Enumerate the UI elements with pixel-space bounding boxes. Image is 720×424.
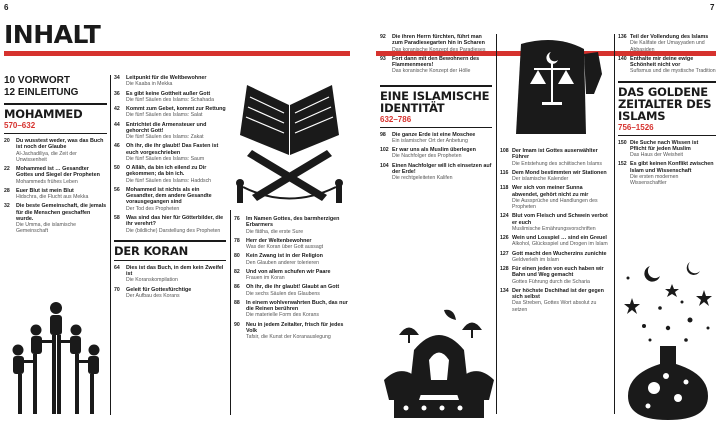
title-red-bar: [4, 51, 350, 56]
left-column-2: [114, 75, 226, 299]
toc-entry[interactable]: 44 Entrichtet die Armensteuer und gehorcht Gott! Die fünf Säulen des Islams: Zakat: [114, 121, 207, 141]
toc-entry[interactable]: 126 Wein und Losspiel … sind ein Greuel Alkohol, Glücksspiel und Drogen im Islam: [500, 235, 608, 248]
toc-entry[interactable]: 64 Dies ist das Buch, in dem kein Zweifel ist Die Koranskompilation: [114, 264, 224, 284]
section-title-koran: DER KORAN: [114, 243, 189, 258]
toc-entry[interactable]: 152 Es gibt keinen Konflikt zwischen Islam und Wissenschaft Die ersten modernen Wissenschaftler: [618, 161, 714, 187]
toc-entry[interactable]: 127 Gott macht den Wucherzins zunichte Geldverleih im Islam: [500, 250, 607, 263]
toc-entry[interactable]: 92 Die ihren Herrn fürchten, führt man zum Paradiesegarten hin in Scharen Das koranische Konzept des Paradieses: [380, 34, 486, 53]
identitaet-entry-list: [380, 132, 492, 182]
toc-entry[interactable]: 58 Was sind das hier für Götterbilder, die ihr verehrt? Die (bildliche) Darstellung des Propheten: [114, 214, 224, 234]
toc-entry[interactable]: 22 Mohammed ist … Gesandter Gottes und Siegel der Propheten Mohammeds frühes Leben: [4, 166, 100, 185]
paradise-garden-icon: [384, 300, 494, 418]
toc-entry[interactable]: 90 Neu in jedem Zeitalter, frisch für jedes Volk Tafsir, die Kunst der Koranauslegung: [234, 321, 344, 341]
toc-entry[interactable]: 80 Kein Zwang ist in der Religion Den Glauben anderer tolerieren: [234, 253, 323, 266]
toc-entry[interactable]: 150 Die Suche nach Wissen ist Pflicht für jeden Muslim Das Haus der Weisheit: [618, 139, 699, 159]
toc-entry[interactable]: 136 Teil der Vollendung des Islams Die Kalifate der Umayyaden und Abbasiden: [618, 34, 709, 53]
toc-entry[interactable]: 116 Dem Mond bestimmten wir Stationen Der islamische Kalender: [500, 169, 607, 183]
toc-entry[interactable]: 70 Geleit für Gottesfürchtige Der Aufbau des Korans: [114, 286, 192, 299]
section-years: 756–1526: [618, 122, 654, 132]
toc-entry[interactable]: 140 Enthalte mir deine ewige Schönheit nicht vor Sufismus und die mystische Tradition: [618, 55, 716, 75]
section-years: 570–632: [4, 121, 36, 130]
toc-entry[interactable]: 134 Der höchste Dschihad ist der gegen sich selbst Das Streben, Gottes Wort absolut zu setzen: [500, 287, 604, 313]
toc-entry[interactable]: 104 Einen Nachfolger will ich einsetzen auf der Erde! Die rechtgeleiteten Kalifen: [380, 162, 492, 182]
toc-entry[interactable]: 32 Die beste Gemeinschaft, die jemals für die Menschen geschaffen wurde. Die Umma, die islamische Gemeinschaft: [4, 203, 107, 235]
toc-entry[interactable]: 98 Die ganze Erde ist eine Moschee Ein islamischer Ort der Anbetung: [380, 131, 476, 144]
toc-entry[interactable]: 28 Euer Blut ist mein Blut Hidschra, die Flucht aus Mekka: [4, 187, 89, 201]
toc-entry[interactable]: 118 Wer sich von meiner Sunna abwendet, gehört nicht zu mir Die Aussprüche und Handlungen des Propheten: [500, 185, 598, 211]
section-years: 632–786: [380, 114, 412, 124]
right-page-number: 7: [710, 3, 715, 12]
flask-with-stars-icon: [620, 258, 716, 420]
left-column-3: [234, 216, 348, 340]
people-chain-icon: [6, 300, 106, 420]
section-title: DAS GOLDENE ZEITALTER DES ISLAMS: [618, 84, 712, 123]
right-column-2: [500, 148, 610, 313]
goldene-entry-list: [618, 140, 716, 187]
paradise-entry-list: [380, 34, 492, 75]
toc-entry[interactable]: 86 Oh ihr, die ihr glaubt! Glaubt an Gott Die sechs Säulen des Glaubens: [234, 284, 340, 297]
right-column-3: [618, 34, 716, 186]
koran-on-stand-icon: [232, 75, 347, 205]
toc-entry[interactable]: 124 Blut vom Fleisch und Schwein verbot er euch Muslimische Ernährungsvorschriften: [500, 213, 608, 232]
section-rule: [4, 103, 107, 105]
toc-entry[interactable]: 128 Für einen jeden von euch haben wir Bahn und Weg gemacht Gottes Führung durch die Scharia: [500, 266, 604, 285]
toc-entry[interactable]: 102 Er war uns als Muslim überlegen Die Nachfolger des Propheten: [380, 147, 476, 160]
intro-vorwort[interactable]: 10 VORWORT: [4, 75, 70, 86]
toc-entry[interactable]: 88 In einem wohlverwahrten Buch, das nur die Reinen berühren Die materielle Form des Korans: [234, 299, 348, 319]
toc-entry[interactable]: 108 Der Imam ist Gottes auserwählter Führer Die Entstehung des schiitischen Islams: [500, 148, 602, 167]
section-header-goldene: [618, 86, 716, 132]
left-page-number: 6: [4, 3, 9, 12]
right-col3-entry-list: [618, 34, 716, 75]
toc-entry[interactable]: 42 Kommt zum Gebet, kommt zur Rettung Die fünf Säulen des Islams: Salat: [114, 106, 226, 119]
toc-entry[interactable]: 82 Und von allem schufen wir Paare Frauen im Koran: [234, 268, 331, 282]
toc-entry[interactable]: 50 O Allāh, da bin ich eilend zu Dir gekommen; da bin ich. Die fünf Säulen des Islams: Haddsch: [114, 165, 212, 184]
toc-entry[interactable]: 20 Du wusstest weder, was das Buch ist noch der Glaube Al-Jachadiliya, die Zeit der Unwissenheit: [4, 138, 104, 163]
left-column-1: [4, 75, 107, 235]
section-title: EINE ISLAMISCHE IDENTITÄT: [380, 88, 490, 115]
section-header-identitaet: [380, 90, 492, 124]
toc-entry[interactable]: 76 Im Namen Gottes, des barmherzigen Erbarmers Die fātiha, die erste Sure: [234, 216, 340, 235]
scales-and-hand-icon: [506, 34, 606, 144]
intro-einleitung[interactable]: 12 EINLEITUNG: [4, 87, 79, 98]
col2-entry-list: [114, 75, 226, 234]
mohammed-entry-list: [4, 138, 107, 235]
page-title: INHALT: [4, 20, 101, 49]
col3-entry-list: [234, 216, 348, 340]
koran-entry-list: [114, 265, 226, 299]
section-header-mohammed: [4, 108, 107, 130]
section-title: MOHAMMED: [4, 107, 83, 121]
toc-entry[interactable]: 56 Mohammed ist nichts als ein Gesandter, dem andere Gesandte vorausgegangen sind Der Tod des Propheten: [114, 186, 212, 212]
right-column-1: [380, 34, 492, 181]
toc-entry[interactable]: 93 Fort dann mit den Bewohnern des Flammenmeers! Das koranische Konzept der Hölle: [380, 55, 480, 75]
right-col2-entry-list: [500, 148, 610, 313]
toc-entry[interactable]: 36 Es gibt keine Gottheit außer Gott Die fünf Säulen des Islams: Schahada: [114, 90, 214, 103]
toc-entry[interactable]: 34 Leitpunkt für die Weltbewohner Die Kaaba in Mekka: [114, 75, 207, 88]
toc-entry[interactable]: 78 Herr der Weltenbewohner Was der Koran über Gott aussagt: [234, 237, 324, 251]
toc-entry[interactable]: 46 Oh ihr, die ihr glaubt! Das Fasten ist euch vorgeschrieben Die fünf Säulen des Islams: Saum: [114, 143, 219, 162]
